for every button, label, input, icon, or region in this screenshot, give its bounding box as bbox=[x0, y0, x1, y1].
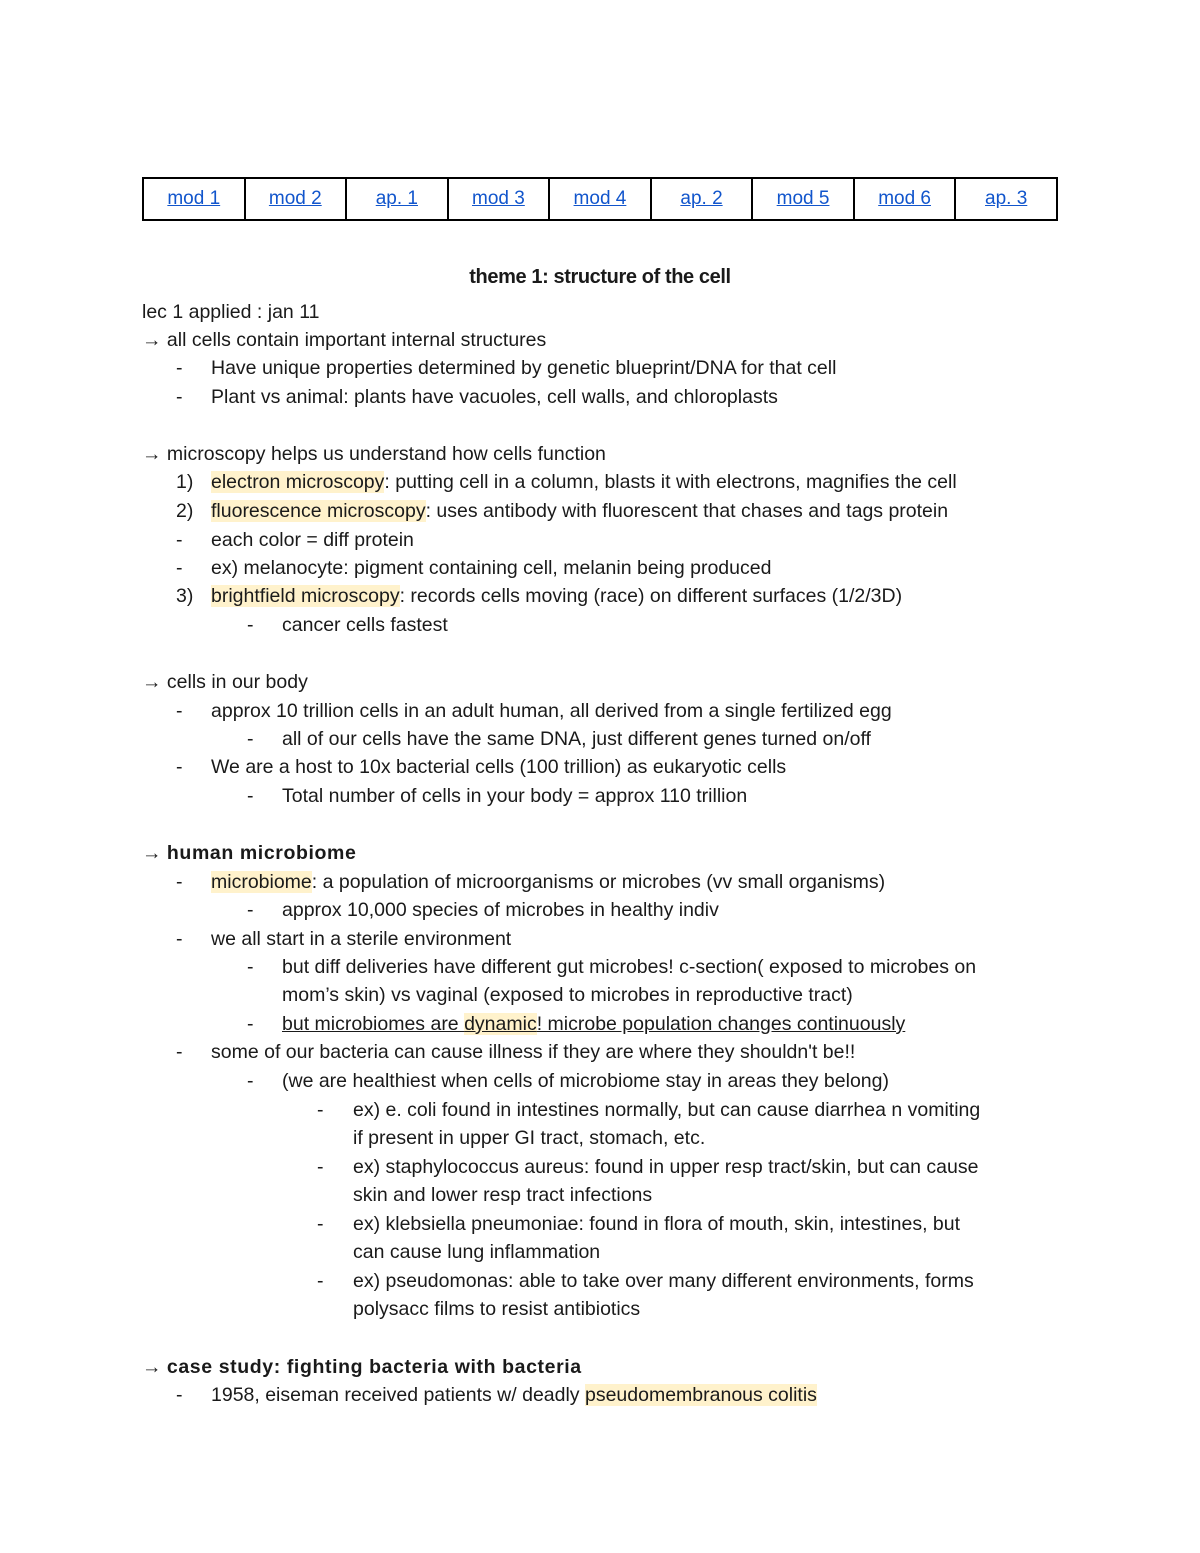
bullet-text: but diff deliveries have different gut microbes! c-section( exposed to microbes on bbox=[282, 956, 977, 978]
module-nav-table bbox=[142, 177, 1058, 221]
nav-cell bbox=[346, 178, 448, 220]
bullet-microbiome-definition bbox=[211, 868, 885, 896]
nav-link-ap-2[interactable]: ap. 2 bbox=[680, 188, 723, 209]
nav-link-ap-1[interactable]: ap. 1 bbox=[375, 188, 418, 209]
bullet-dash: - bbox=[317, 1099, 324, 1121]
bullet-text: ex) pseudomonas: able to take over many different environments, forms bbox=[353, 1270, 974, 1292]
highlighted-term: dynamic bbox=[464, 1013, 537, 1035]
bullet-dash: - bbox=[317, 1213, 324, 1235]
nav-link-mod-6[interactable]: mod 6 bbox=[878, 188, 931, 209]
bullet-dash: - bbox=[176, 1041, 183, 1063]
bullet-text: each color = diff protein bbox=[211, 529, 414, 551]
bullet-dash: - bbox=[176, 871, 183, 893]
highlighted-term: pseudomembranous colitis bbox=[584, 1384, 817, 1406]
item-text: ! microbe population changes continuously bbox=[536, 1013, 906, 1035]
section-heading-internal-structures bbox=[142, 326, 546, 354]
item-text: : a population of microorganisms or microbes (vv small organisms) bbox=[311, 871, 886, 893]
item-text: : uses antibody with fluorescent that chases and tags protein bbox=[425, 500, 949, 522]
section-heading-microscopy bbox=[142, 440, 606, 468]
nav-link-mod-3[interactable]: mod 3 bbox=[472, 188, 525, 209]
bullet-dash: - bbox=[176, 756, 183, 778]
bullet-dash: - bbox=[247, 956, 254, 978]
item-text: 1958, eiseman received patients w/ deadly bbox=[211, 1384, 585, 1406]
bullet-dash: - bbox=[176, 700, 183, 722]
nav-cell bbox=[448, 178, 550, 220]
bullet-dash: - bbox=[176, 529, 183, 551]
nav-cell bbox=[549, 178, 651, 220]
highlighted-term: electron microscopy bbox=[211, 471, 385, 493]
nav-link-mod-2[interactable]: mod 2 bbox=[268, 188, 322, 209]
section-heading-cells-in-body bbox=[142, 668, 308, 696]
bullet-dash: - bbox=[247, 899, 254, 921]
bullet-text: ex) melanocyte: pigment containing cell, melanin being produced bbox=[211, 557, 772, 579]
arrow-icon: → bbox=[142, 842, 162, 864]
heading-text: all cells contain important internal structures bbox=[166, 329, 547, 351]
bullet-text: cancer cells fastest bbox=[282, 614, 448, 636]
arrow-icon: → bbox=[142, 443, 162, 465]
bullet-dash: - bbox=[247, 1070, 254, 1092]
section-heading-case-study bbox=[142, 1353, 582, 1381]
list-number: 2) bbox=[176, 500, 194, 522]
bullet-text: Plant vs animal: plants have vacuoles, cell walls, and chloroplasts bbox=[211, 386, 778, 408]
list-item-electron-microscopy bbox=[211, 468, 957, 496]
bullet-dash: - bbox=[176, 1384, 183, 1406]
bullet-dash: - bbox=[176, 386, 183, 408]
bullet-text: we all start in a sterile environment bbox=[211, 928, 512, 950]
bullet-text-continued: polysacc films to resist antibiotics bbox=[353, 1298, 641, 1320]
bullet-dash: - bbox=[247, 728, 254, 750]
bullet-dash: - bbox=[247, 614, 254, 636]
bullet-dash: - bbox=[317, 1156, 324, 1178]
list-item-fluorescence-microscopy bbox=[211, 497, 948, 525]
arrow-icon: → bbox=[142, 329, 162, 351]
page-title: theme 1: structure of the cell bbox=[469, 266, 731, 288]
module-nav-row bbox=[143, 178, 1057, 220]
nav-link-mod-1[interactable]: mod 1 bbox=[167, 188, 221, 209]
bullet-dash: - bbox=[247, 785, 254, 807]
bullet-text: approx 10,000 species of microbes in healthy indiv bbox=[282, 899, 719, 921]
nav-cell bbox=[752, 178, 854, 220]
list-number: 3) bbox=[176, 585, 194, 607]
bullet-text: ex) e. coli found in intestines normally, but can cause diarrhea n vomiting bbox=[353, 1099, 981, 1121]
nav-cell bbox=[245, 178, 347, 220]
heading-text: human microbiome bbox=[166, 842, 357, 864]
bullet-text-continued: if present in upper GI tract, stomach, etc. bbox=[353, 1127, 706, 1149]
section-heading-human-microbiome bbox=[142, 839, 356, 867]
heading-text: microscopy helps us understand how cells function bbox=[166, 443, 606, 465]
item-text: : putting cell in a column, blasts it with electrons, magnifies the cell bbox=[384, 471, 957, 493]
bullet-text: We are a host to 10x bacterial cells (100 trillion) as eukaryotic cells bbox=[211, 756, 787, 778]
bullet-dash: - bbox=[176, 357, 183, 379]
nav-cell bbox=[143, 178, 245, 220]
bullet-text: Total number of cells in your body = approx 110 trillion bbox=[282, 785, 748, 807]
arrow-icon: → bbox=[142, 1356, 162, 1378]
bullet-dash: - bbox=[317, 1270, 324, 1292]
bullet-text: Have unique properties determined by genetic blueprint/DNA for that cell bbox=[211, 357, 837, 379]
highlighted-term: fluorescence microscopy bbox=[211, 500, 426, 522]
bullet-text: (we are healthiest when cells of microbiome stay in areas they belong) bbox=[282, 1070, 889, 1092]
bullet-dash: - bbox=[247, 1013, 254, 1035]
highlighted-term: microbiome bbox=[211, 871, 312, 893]
heading-text: case study: fighting bacteria with bacteria bbox=[166, 1356, 582, 1378]
item-text: but microbiomes are bbox=[282, 1013, 465, 1035]
bullet-case-study bbox=[211, 1381, 817, 1409]
bullet-dynamic-microbiome bbox=[282, 1010, 905, 1038]
nav-link-mod-4[interactable]: mod 4 bbox=[573, 188, 627, 209]
arrow-icon: → bbox=[142, 671, 162, 693]
nav-cell bbox=[651, 178, 753, 220]
item-text: : records cells moving (race) on different surfaces (1/2/3D) bbox=[399, 585, 903, 607]
bullet-dash: - bbox=[176, 928, 183, 950]
bullet-text: approx 10 trillion cells in an adult human, all derived from a single fertilized egg bbox=[211, 700, 892, 722]
nav-cell bbox=[955, 178, 1057, 220]
nav-cell bbox=[854, 178, 956, 220]
lecture-date: lec 1 applied : jan 11 bbox=[142, 301, 320, 323]
bullet-dash: - bbox=[176, 557, 183, 579]
bullet-text-continued: mom’s skin) vs vaginal (exposed to microbes in reproductive tract) bbox=[282, 984, 853, 1006]
bullet-text: some of our bacteria can cause illness if they are where they shouldn't be!! bbox=[211, 1041, 856, 1063]
bullet-text-continued: skin and lower resp tract infections bbox=[353, 1184, 653, 1206]
bullet-text: all of our cells have the same DNA, just different genes turned on/off bbox=[282, 728, 871, 750]
bullet-text: ex) klebsiella pneumoniae: found in flora of mouth, skin, intestines, but bbox=[353, 1213, 961, 1235]
heading-text: cells in our body bbox=[166, 671, 308, 693]
nav-link-ap-3[interactable]: ap. 3 bbox=[985, 188, 1028, 209]
list-number: 1) bbox=[176, 471, 194, 493]
list-item-brightfield-microscopy bbox=[211, 582, 902, 610]
bullet-text-continued: can cause lung inflammation bbox=[353, 1241, 601, 1263]
nav-link-mod-5[interactable]: mod 5 bbox=[776, 188, 830, 209]
highlighted-term: brightfield microscopy bbox=[211, 585, 400, 607]
bullet-text: ex) staphylococcus aureus: found in upper resp tract/skin, but can cause bbox=[353, 1156, 979, 1178]
